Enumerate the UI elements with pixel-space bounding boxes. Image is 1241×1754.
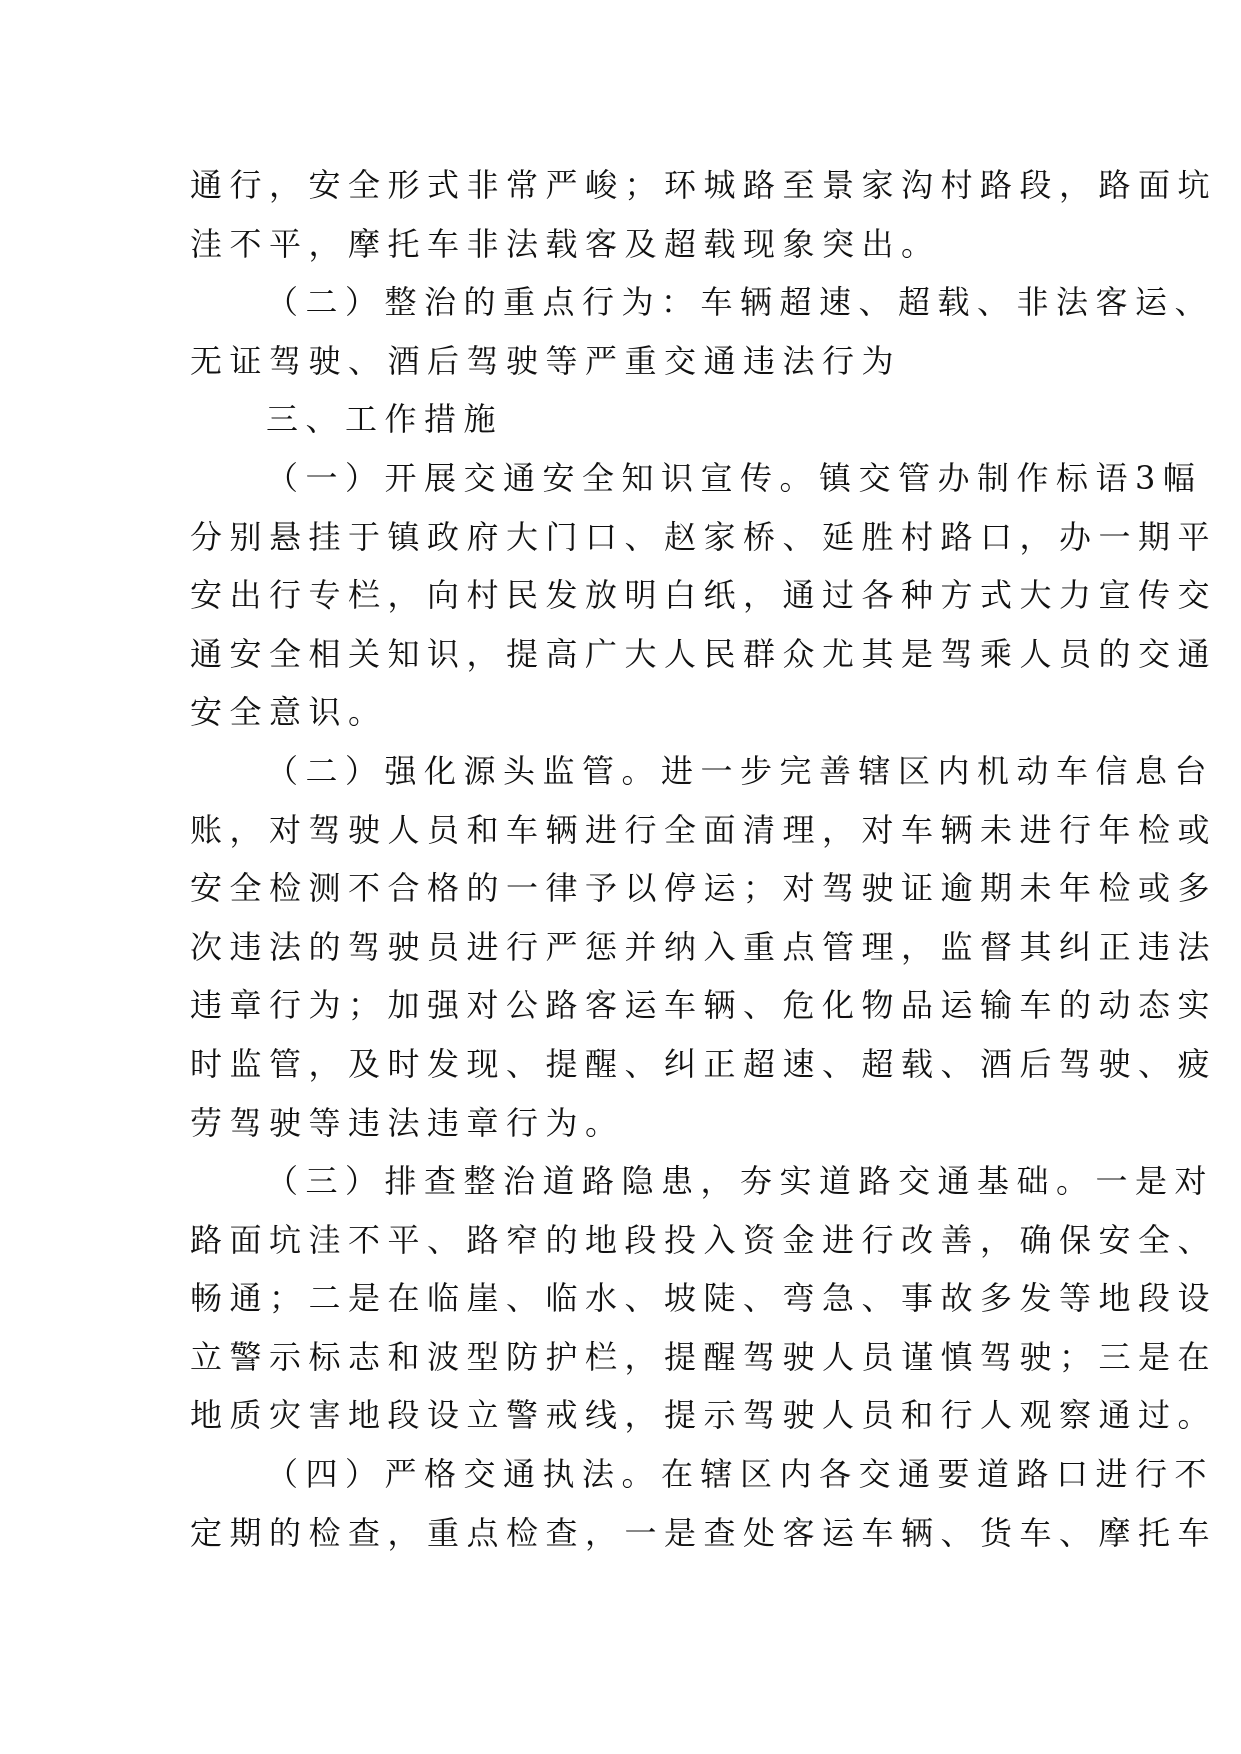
text-line: （一）开展交通安全知识宣传。镇交管办制作标语3幅 xyxy=(266,458,1203,497)
text-line: 畅通；二是在临崖、临水、坡陡、弯急、事故多发等地段设 xyxy=(190,1279,1218,1318)
text-line: 安全意识。 xyxy=(190,693,388,732)
text-line: 分别悬挂于镇政府大门口、赵家桥、延胜村路口，办一期平 xyxy=(190,517,1218,556)
text-line: 违章行为；加强对公路客运车辆、危化物品运输车的动态实 xyxy=(190,986,1218,1025)
text-line: （二）整治的重点行为：车辆超速、超载、非法客运、 xyxy=(266,283,1215,322)
text-line: 账，对驾驶人员和车辆进行全面清理，对车辆未进行年检或 xyxy=(190,810,1218,849)
text-line: 通安全相关知识，提高广大人民群众尤其是驾乘人员的交通 xyxy=(190,634,1218,673)
text-line: 定期的检查，重点检查，一是查处客运车辆、货车、摩托车 xyxy=(190,1513,1218,1552)
text-line: 时监管，及时发现、提醒、纠正超速、超载、酒后驾驶、疲 xyxy=(190,1044,1218,1083)
text-line: 无证驾驶、酒后驾驶等严重交通违法行为 xyxy=(190,341,902,380)
text-line: 劳驾驶等违法违章行为。 xyxy=(190,1103,625,1142)
text-line: 洼不平，摩托车非法载客及超载现象突出。 xyxy=(190,224,941,263)
text-line: 安全检测不合格的一律予以停运；对驾驶证逾期未年检或多 xyxy=(190,869,1218,908)
text-line: （二）强化源头监管。进一步完善辖区内机动车信息台 xyxy=(266,751,1215,790)
text-line: 通行，安全形式非常严峻；环城路至景家沟村路段，路面坑 xyxy=(190,166,1218,204)
text-line: 次违法的驾驶员进行严惩并纳入重点管理，监督其纠正违法 xyxy=(190,927,1218,966)
text-line: （四）严格交通执法。在辖区内各交通要道路口进行不 xyxy=(266,1455,1215,1494)
text-line: 立警示标志和波型防护栏，提醒驾驶人员谨慎驾驶；三是在 xyxy=(190,1337,1218,1376)
section-heading: 三、工作措施 xyxy=(266,400,504,439)
body-text xyxy=(190,156,1218,1562)
text-line: （三）排查整治道路隐患，夯实道路交通基础。一是对 xyxy=(266,1162,1215,1201)
text-line: 路面坑洼不平、路窄的地段投入资金进行改善，确保安全、 xyxy=(190,1220,1218,1259)
text-line: 安出行专栏，向村民发放明白纸，通过各种方式大力宣传交 xyxy=(190,576,1218,615)
text-line: 地质灾害地段设立警戒线，提示驾驶人员和行人观察通过。 xyxy=(190,1396,1218,1435)
